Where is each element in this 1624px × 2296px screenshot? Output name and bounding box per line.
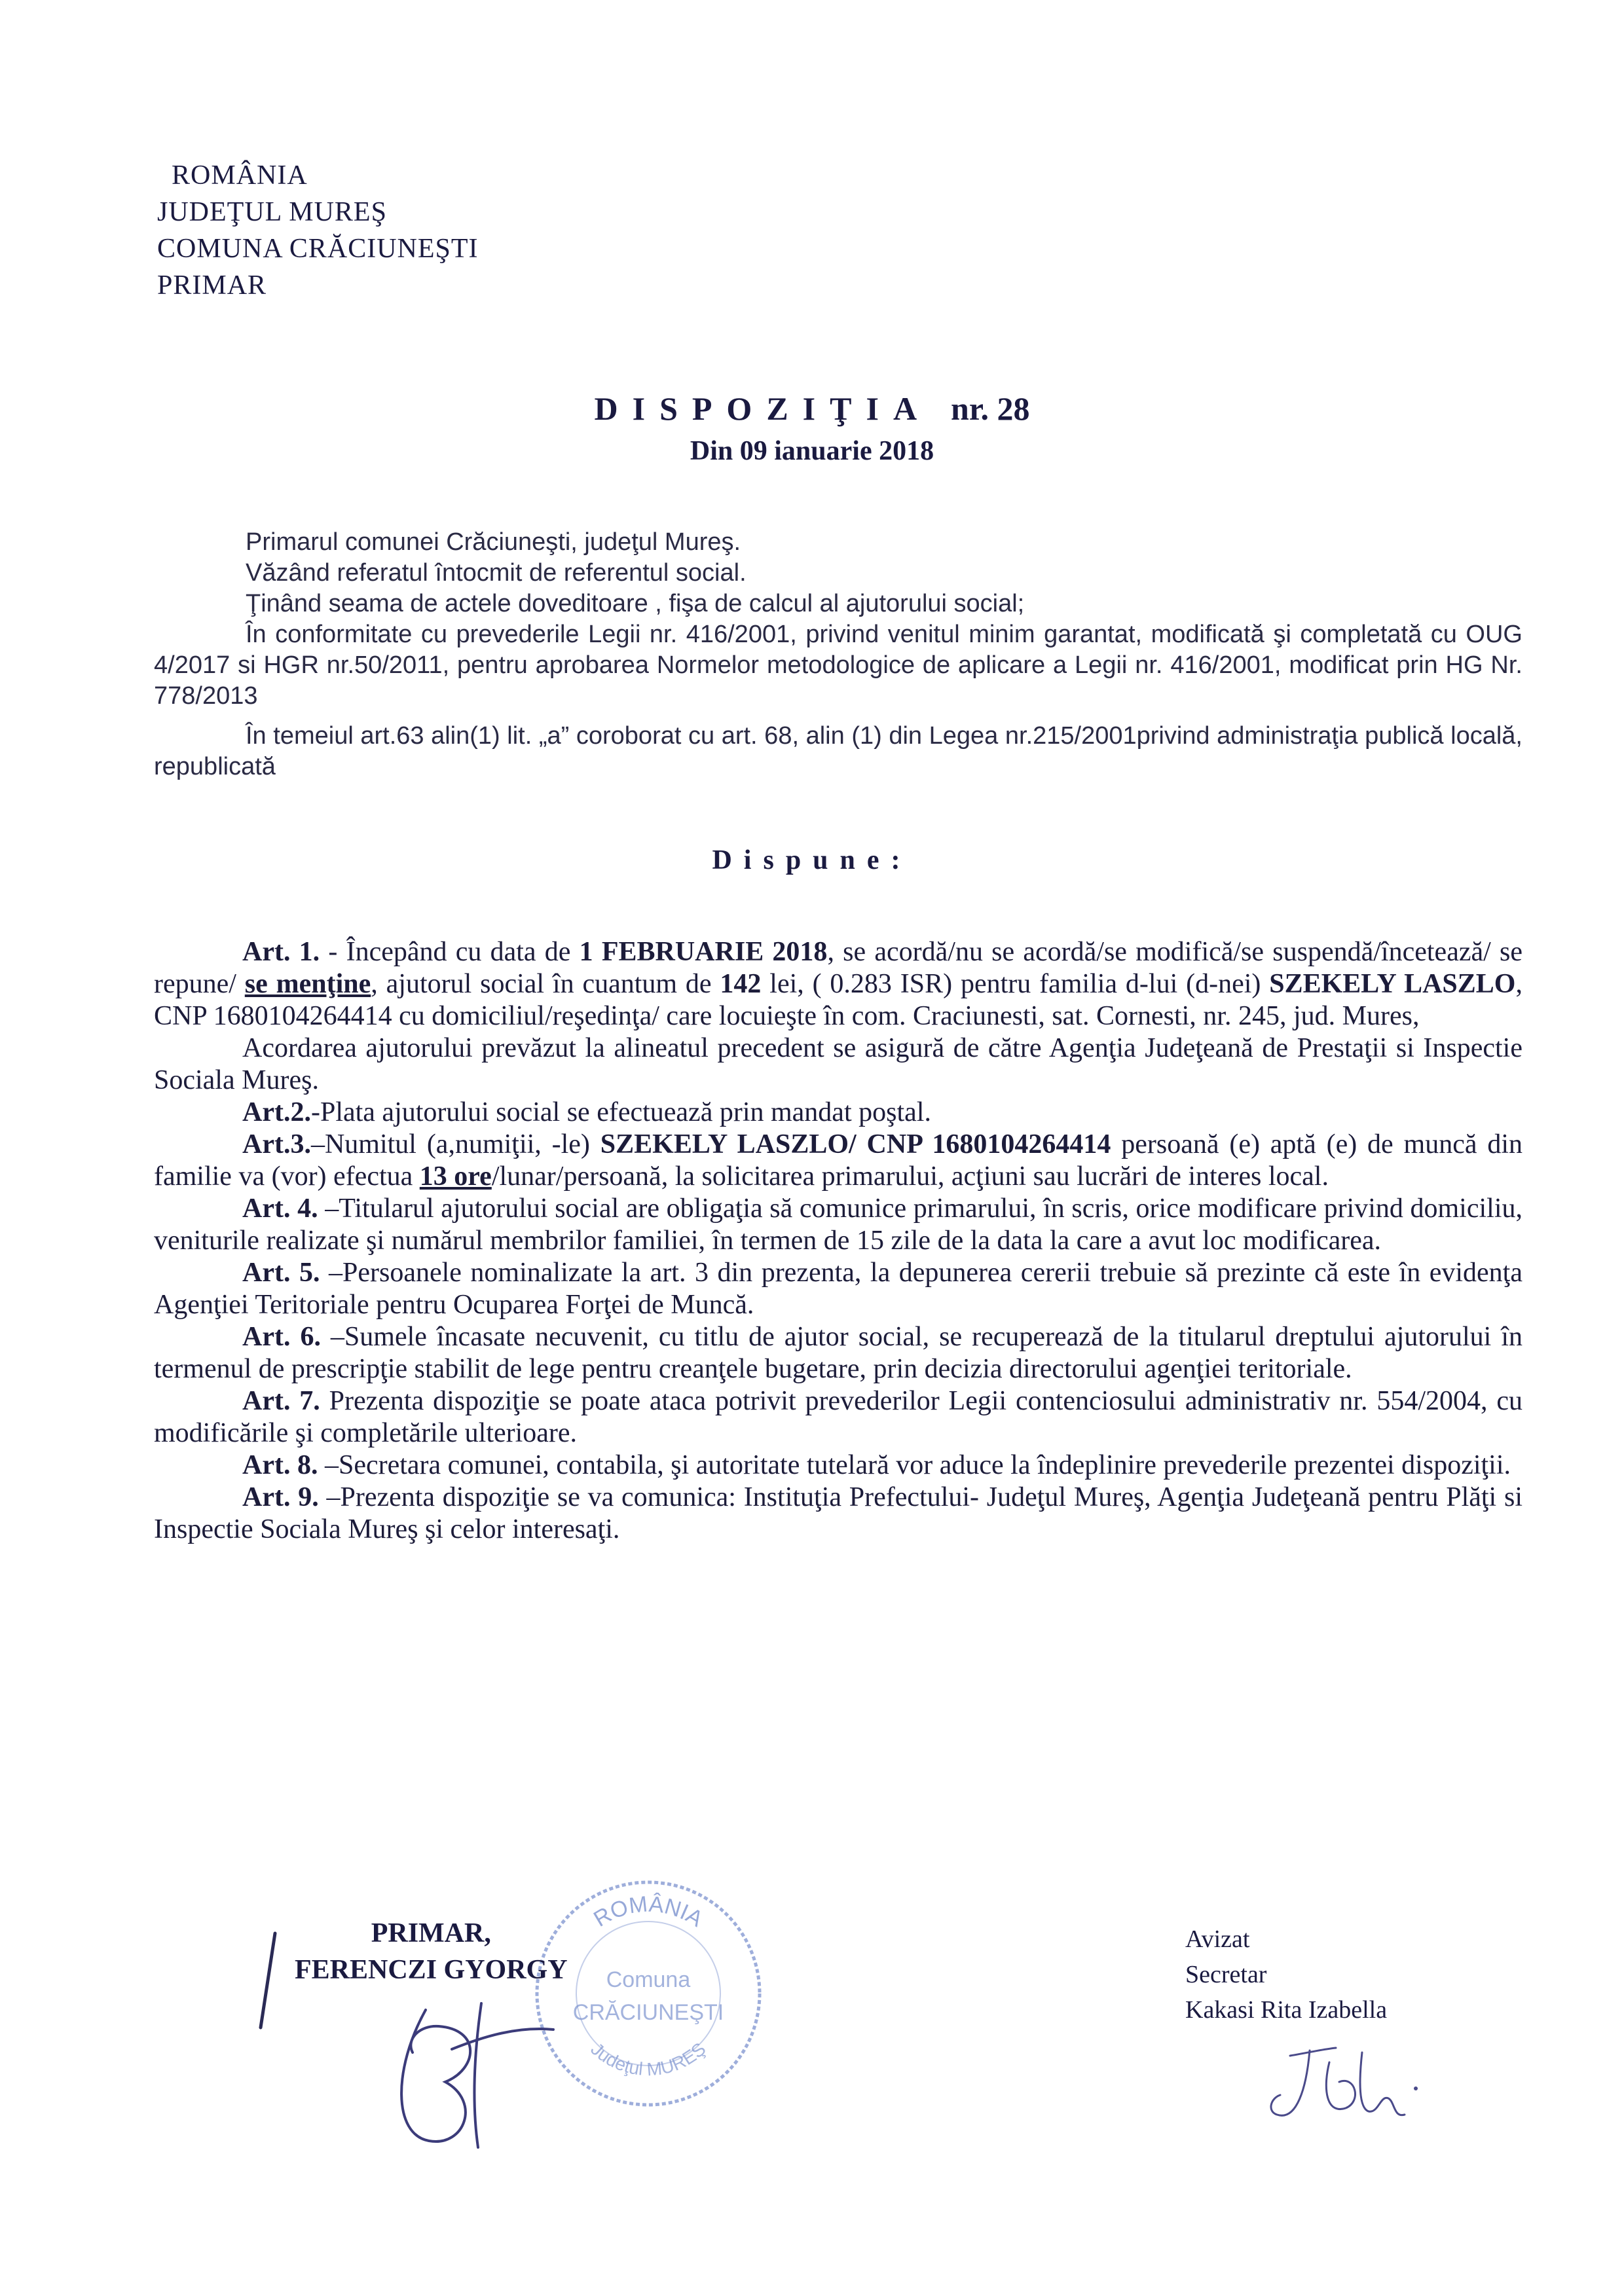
- article-label: Art. 1.: [242, 937, 320, 967]
- article-label: Art. 5.: [242, 1258, 320, 1288]
- header-county: JUDEŢUL MUREŞ: [157, 197, 387, 227]
- article-1: Art. 1. - Începând cu data de 1 FEBRUARIE 2018, se acordă/nu se acordă/se modifică/se suspendă/încetează/ se repune/ se menţine, ajutorul social în cuantum de 142 lei, ( 0.283 ISR) pentru familia d-lui (d-nei) SZEKELY LASZLO, CNP 1680104264414 cu domiciliul/reşedinţa/ care locuieşte în com. Craciunesti, sat. Cornesti, nr. 245, jud. Mures,: [154, 937, 1522, 1031]
- article-2: Art.2.-Plata ajutorului social se efectuează prin mandat poştal.: [242, 1097, 931, 1127]
- article-label: Art.2.: [242, 1097, 311, 1127]
- beneficiary-name: SZEKELY LASZLO: [1269, 969, 1516, 999]
- article-3: Art.3.–Numitul (a,numiţii, -le) SZEKELY LASZLO/ CNP 1680104264414 persoană (e) aptă (e) de muncă din familie va (vor) efectua 13 ore/lunar/persoană, la solicitarea primarului, acţiuni sau lucrări de interes local.: [154, 1129, 1523, 1192]
- title-main: DISPOZIŢIA: [594, 390, 932, 427]
- secretary-handwritten-signature: [1264, 2036, 1428, 2134]
- title-number: nr. 28: [951, 390, 1030, 427]
- preamble-line: Primarul comunei Crăciuneşti, judeţul Mureş.: [246, 528, 741, 556]
- article-label: Art. 4.: [242, 1194, 318, 1224]
- preamble-line: Văzând referatul întocmit de referentul social.: [246, 559, 747, 587]
- article-1-paragraph-2: Acordarea ajutorului prevăzut la alineatul precedent se asigură de către Agenţia Judeţeană de Prestaţii si Inspectie Sociala Mureş.: [154, 1033, 1522, 1095]
- header-country: ROMÂNIA: [172, 160, 308, 191]
- articles: [154, 936, 1522, 1546]
- article-label: Art. 7.: [242, 1386, 320, 1416]
- article-label: Art. 9.: [242, 1482, 319, 1512]
- start-date: 1 FEBRUARIE 2018: [579, 937, 828, 967]
- article-8: Art. 8. –Secretara comunei, contabila, şi autoritate tutelară vor aduce la îndeplinire prevederile prezentei dispoziţii.: [242, 1450, 1511, 1480]
- mayor-name: FERENCZI GYORGY: [295, 1955, 568, 1985]
- issuer-header: [157, 157, 479, 304]
- secretary-signature-block: [1185, 1922, 1387, 2028]
- article-7: Art. 7. Prezenta dispoziţie se poate ataca potrivit prevederilor Legii contenciosului administrativ nr. 554/2004, cu modificările şi completările ulterioare.: [154, 1386, 1522, 1448]
- dispune-heading: Dispune:: [712, 845, 912, 875]
- selected-option: se menţine: [244, 969, 371, 999]
- preamble: [154, 527, 1522, 782]
- article-label: Art.3.: [242, 1129, 311, 1159]
- preamble-line: Ţinând seama de actele doveditoare , fişa de calcul al ajutorului social;: [246, 590, 1025, 617]
- secretary-name: Kakasi Rita Izabella: [1185, 1996, 1388, 2024]
- work-hours: 13 ore: [419, 1161, 492, 1192]
- article-6: Art. 6. –Sumele încasate necuvenit, cu titlu de ajutor social, se recuperează de la titularul dreptului ajutorului în termenul de prescripţie stabilit de lege pentru creanţele bugetare, prin decizia directorului agenţiei teritoriale.: [154, 1322, 1522, 1384]
- stamp-bottom-text: Judeţul MUREŞ: [587, 2038, 710, 2080]
- article-9: Art. 9. –Prezenta dispoziţie se va comunica: Instituţia Prefectului- Judeţul Mureş, Agenţia Judeţeană pentru Plăţi si Inspectie Sociala Mureş şi celor interesaţi.: [154, 1482, 1522, 1544]
- article-label: Art. 6.: [242, 1322, 321, 1352]
- mayor-role: PRIMAR,: [371, 1918, 491, 1948]
- article-5: Art. 5. –Persoanele nominalizate la art. 3 din prezenta, la depunerea cererii trebuie să prezinte că este în evidenţa Agenţiei Teritoriale pentru Ocuparea Forţei de Muncă.: [154, 1258, 1522, 1320]
- preamble-line: În temeiul art.63 alin(1) lit. „a” coroborat cu art. 68, alin (1) din Legea nr.215/2001privind administraţia publică locală, republicată: [154, 722, 1522, 780]
- approval-label: Avizat: [1185, 1925, 1250, 1953]
- stamp-middle-text: CRĂCIUNEŞTI: [572, 2000, 724, 2025]
- stamp-top-text: ROMÂNIA: [589, 1891, 707, 1932]
- document-title: [0, 390, 1624, 428]
- secretary-role: Secretar: [1185, 1961, 1267, 1988]
- official-stamp: [527, 1872, 769, 2115]
- article-4: Art. 4. –Titularul ajutorului social are obligaţia să comunice primarului, în scris, orice modificare privind domiciliu, veniturile realizate şi numărul membrilor familiei, în termen de 15 zile de la data la care a avut loc modificarea.: [154, 1194, 1522, 1256]
- stamp-middle-text: Comuna: [606, 1967, 691, 1992]
- header-office: PRIMAR: [157, 270, 267, 301]
- slash-mark: [249, 1928, 288, 2033]
- document-date: Din 09 ianuarie 2018: [690, 436, 934, 466]
- header-commune: COMUNA CRĂCIUNEŞTI: [157, 234, 479, 264]
- preamble-line: În conformitate cu prevederile Legii nr. 416/2001, privind venitul minim garantat, modificată şi completată cu OUG 4/2017 si HGR nr.50/2011, pentru aprobarea Normelor metodologice de aplicare a Legii nr. 416/2001, modificat prin HG Nr. 778/2013: [154, 621, 1522, 710]
- mayor-handwritten-signature: [367, 1990, 563, 2160]
- mayor-signature-block: [295, 1915, 568, 1988]
- amount: 142: [720, 969, 762, 999]
- article-label: Art. 8.: [242, 1450, 318, 1480]
- beneficiary-id: SZEKELY LASZLO/ CNP 1680104264414: [600, 1129, 1111, 1159]
